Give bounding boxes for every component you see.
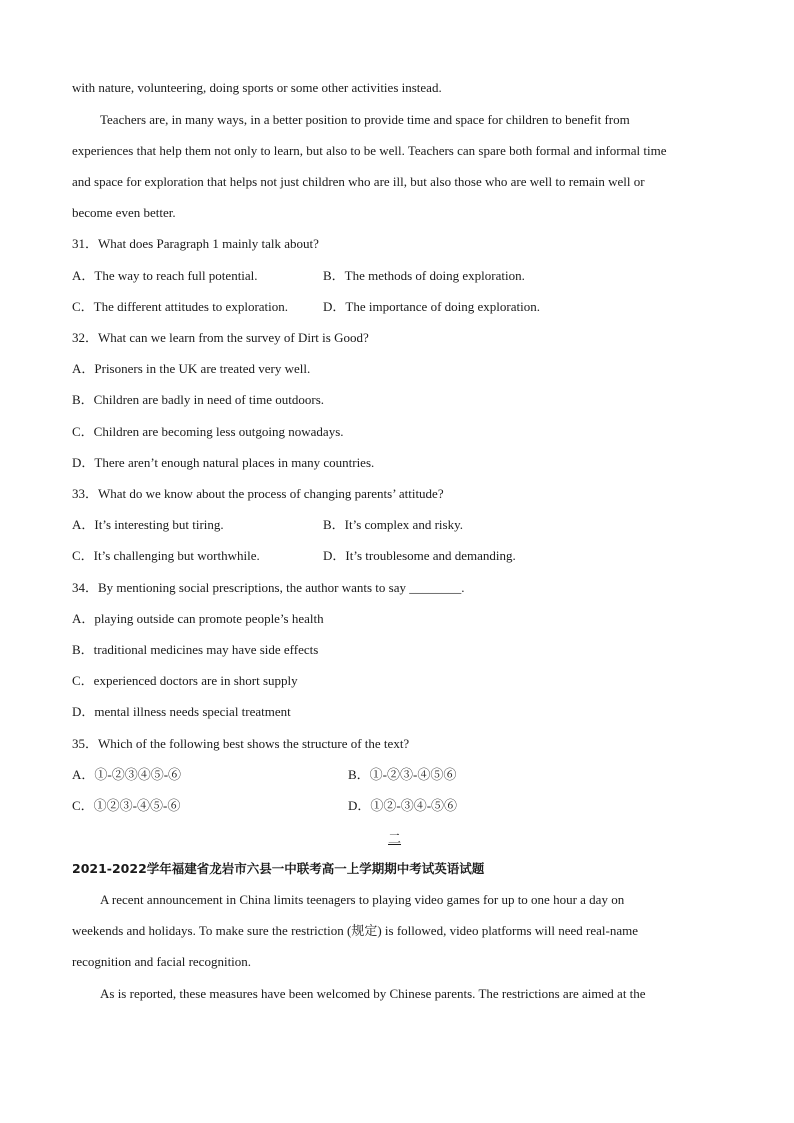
- question-32-option-c: C．Children are becoming less outgoing nowadays.: [72, 424, 344, 439]
- question-32-stem: 32．What can we learn from the survey of Dirt is Good?: [72, 330, 369, 345]
- question-31-stem: 31．What does Paragraph 1 mainly talk about?: [72, 236, 319, 251]
- question-34-option-c: C．experienced doctors are in short supply: [72, 673, 298, 688]
- question-33-option-b: B．It’s complex and risky.: [323, 517, 463, 532]
- question-33-option-c: C．It’s challenging but worthwhile.: [72, 548, 260, 563]
- question-34-option-d: D．mental illness needs special treatment: [72, 704, 291, 719]
- question-31-option-a: A．The way to reach full potential.: [72, 268, 258, 283]
- question-33-option-d: D．It’s troublesome and demanding.: [323, 548, 516, 563]
- question-35-option-c: C．①②③-④⑤-⑥: [72, 798, 181, 813]
- passage-line: with nature, volunteering, doing sports or some other activities instead.: [72, 80, 442, 95]
- section-title: 2021-2022学年福建省龙岩市六县一中联考高一上学期期中考试英语试题: [72, 861, 485, 876]
- question-33-option-a: A．It’s interesting but tiring.: [72, 517, 224, 532]
- passage-line: experiences that help them not only to learn, but also to be well. Teachers can spare both formal and informal time: [72, 143, 667, 158]
- question-34-stem: 34．By mentioning social prescriptions, the author wants to say ________.: [72, 580, 465, 595]
- question-32-option-b: B．Children are badly in need of time outdoors.: [72, 392, 325, 407]
- question-33-stem: 33．What do we know about the process of changing parents’ attitude?: [72, 486, 444, 501]
- question-32-option-d: D．There aren’t enough natural places in many countries.: [72, 455, 375, 470]
- question-31-option-c: C．The different attitudes to exploration.: [72, 299, 289, 314]
- question-35-option-d: D．①②-③④-⑤⑥: [348, 798, 458, 813]
- question-35-option-b: B．①-②③-④⑤⑥: [348, 767, 457, 782]
- question-35-option-a: A．①-②③④⑤-⑥: [72, 767, 182, 782]
- passage-line: weekends and holidays. To make sure the restriction (规定) is followed, video platforms will need real-name: [72, 923, 638, 938]
- question-31-option-d: D．The importance of doing exploration.: [323, 299, 540, 314]
- passage-line: Teachers are, in many ways, in a better position to provide time and space for children to benefit from: [100, 112, 630, 127]
- passage-line: As is reported, these measures have been welcomed by Chinese parents. The restrictions are aimed at the: [100, 986, 646, 1001]
- question-34-option-a: A．playing outside can promote people’s health: [72, 611, 324, 626]
- section-number: 二: [388, 831, 402, 846]
- question-34-option-b: B．traditional medicines may have side effects: [72, 642, 319, 657]
- passage-line: recognition and facial recognition.: [72, 954, 252, 969]
- passage-line: become even better.: [72, 205, 176, 220]
- question-31-option-b: B．The methods of doing exploration.: [323, 268, 525, 283]
- question-32-option-a: A．Prisoners in the UK are treated very well.: [72, 361, 311, 376]
- question-35-stem: 35．Which of the following best shows the structure of the text?: [72, 736, 410, 751]
- passage-line: and space for exploration that helps not just children who are ill, but also those who are well to remain well or: [72, 174, 645, 189]
- passage-line: A recent announcement in China limits teenagers to playing video games for up to one hour a day on: [100, 892, 625, 907]
